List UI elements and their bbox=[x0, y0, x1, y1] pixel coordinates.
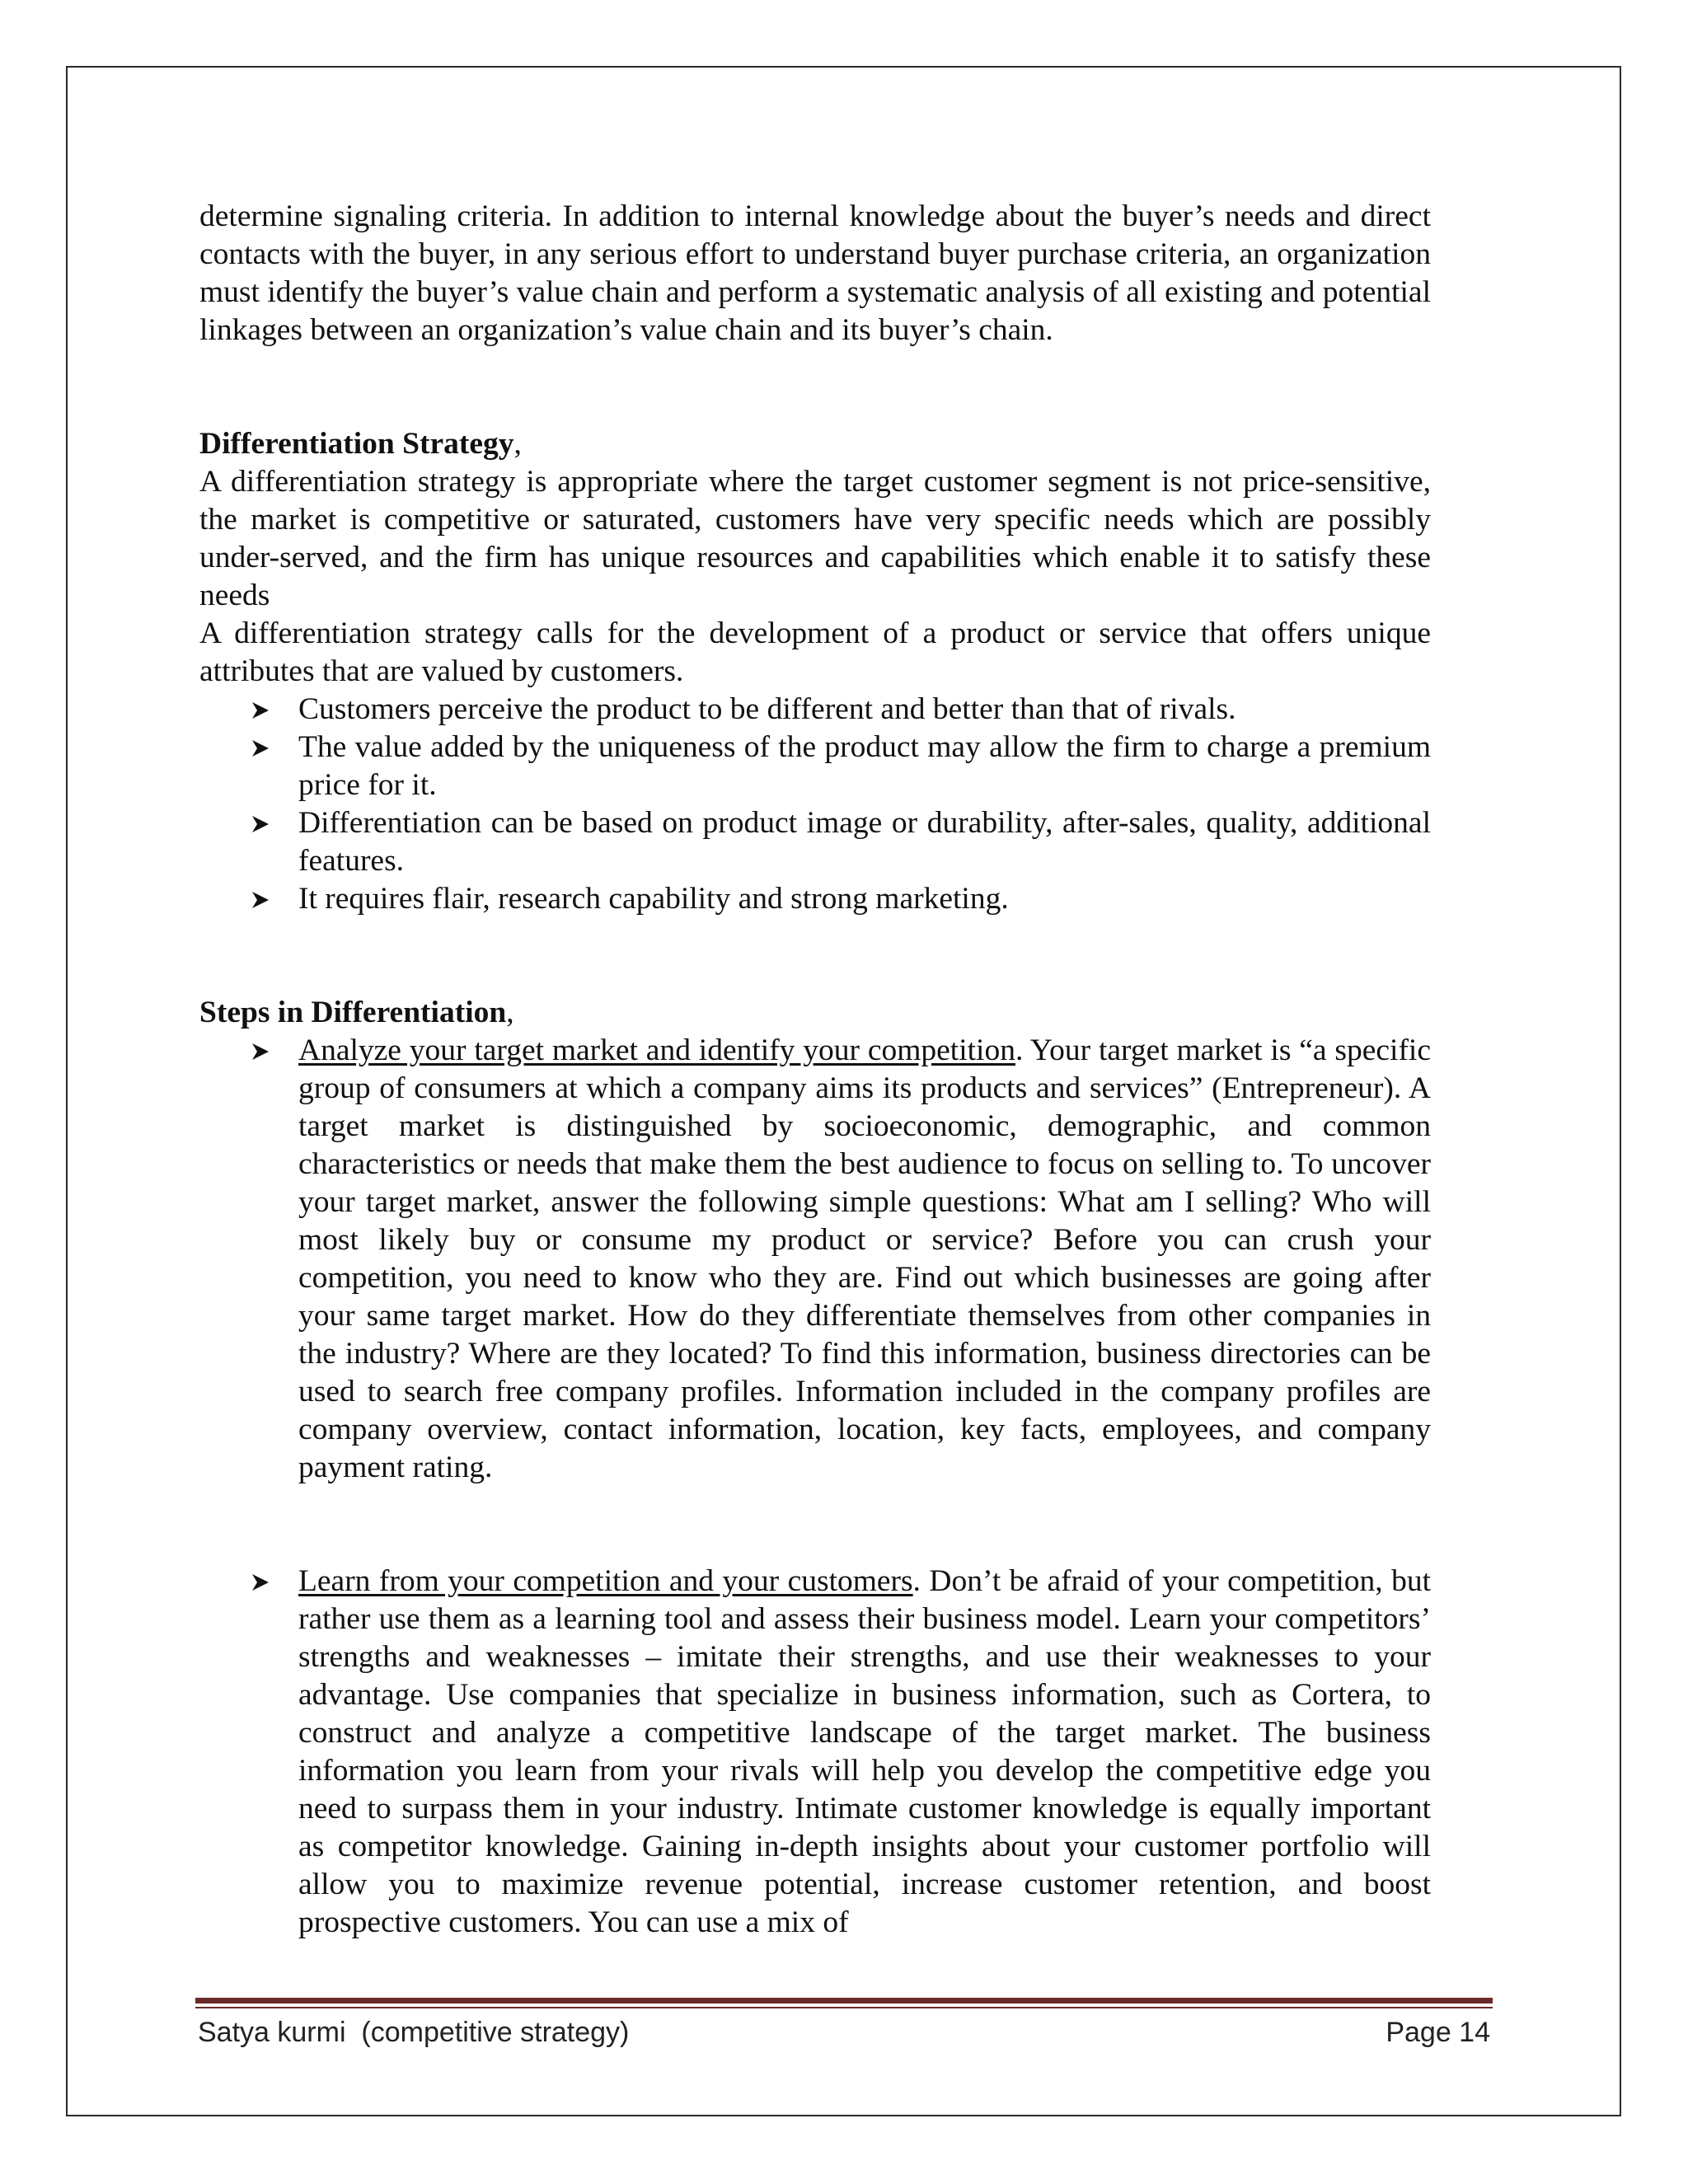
list-item bbox=[199, 729, 1431, 804]
step-title: Analyze your target market and identify your competition bbox=[298, 1033, 1015, 1067]
arrow-bullet-icon bbox=[251, 880, 275, 918]
page-content bbox=[199, 198, 1431, 1942]
spacer bbox=[199, 349, 1431, 425]
steps-heading-text: Steps in Differentiation bbox=[199, 996, 507, 1029]
list-item bbox=[199, 880, 1431, 918]
differentiation-bullet-list bbox=[199, 691, 1431, 918]
spacer bbox=[199, 1487, 1431, 1563]
footer-author: Satya kurmi (competitive strategy) bbox=[198, 2017, 630, 2048]
step-body: . Your target market is “a specific group of consumers at which a company aims its products and services” (Entrepreneur). A target market is distinguished by socioeconomic, demographic, and common characteristics or needs that make them the best audience to focus on selling to. To uncover your target market, answer the following simple questions: What am I selling? Who will most likely buy or consume my product or service? Before you can crush your competition, you need to know who they are. Find out which businesses are going after your same target market. How do they differentiate themselves from other companies in the industry? Where are they located? To find this information, business directories can be used to search free company profiles. Information included in the company profiles are company overview, contact information, location, key facts, employees, and company payment rating. bbox=[298, 1033, 1431, 1484]
differentiation-paragraph-2: A differentiation strategy calls for the development of a product or service that offers unique attributes that are valued by customers. bbox=[199, 616, 1431, 688]
step-item bbox=[199, 1563, 1431, 1942]
footer-page-number: Page 14 bbox=[1386, 2017, 1490, 2048]
list-item bbox=[199, 691, 1431, 729]
intro-paragraph: determine signaling criteria. In addition to internal knowledge about the buyer’s needs and direct contacts with the buyer, in any serious effort to understand buyer purchase criteria, an organization must identify the buyer’s value chain and perform a systematic analysis of all existing and potential linkages between an organization’s value chain and its buyer’s chain. bbox=[199, 199, 1431, 347]
arrow-bullet-icon bbox=[251, 1563, 275, 1601]
arrow-bullet-icon bbox=[251, 691, 275, 729]
bullet-text: Differentiation can be based on product image or durability, after-sales, quality, additional features. bbox=[298, 806, 1431, 878]
step-item bbox=[199, 1032, 1431, 1487]
differentiation-heading-text: Differentiation Strategy bbox=[199, 427, 514, 461]
bullet-text: It requires flair, research capability and strong marketing. bbox=[298, 882, 1009, 916]
step-body: . Don’t be afraid of your competition, but rather use them as a learning tool and assess their business model. Learn your competitors’ strengths and weaknesses – imitate their strengths, and use their weaknesses to your advantage. Use companies that specialize in business information, such as Cortera, to construct and analyze a competitive landscape of the target market. The business information you learn from your rivals will help you develop the competitive edge you need to surpass them in your industry. Intimate customer knowledge is equally important as competitor knowledge. Gaining in-depth insights about your customer portfolio will allow you to maximize revenue potential, increase customer retention, and boost prospective customers. You can use a mix of bbox=[298, 1564, 1431, 1939]
arrow-bullet-icon bbox=[251, 804, 275, 842]
bullet-text: Customers perceive the product to be different and better than that of rivals. bbox=[298, 692, 1236, 726]
differentiation-paragraph-1: A differentiation strategy is appropriate where the target customer segment is not price-sensitive, the market is competitive or saturated, customers have very specific needs which are possibly under-served, and the firm has unique resources and capabilities which enable it to satisfy these needs bbox=[199, 465, 1431, 612]
arrow-bullet-icon bbox=[251, 729, 275, 766]
steps-list bbox=[199, 1032, 1431, 1487]
bullet-text: The value added by the uniqueness of the product may allow the firm to charge a premium price for it. bbox=[298, 730, 1431, 802]
steps-heading bbox=[199, 994, 1431, 1032]
steps-heading-suffix: , bbox=[506, 996, 514, 1029]
list-item bbox=[199, 804, 1431, 880]
footer-rule-thin bbox=[195, 2007, 1493, 2008]
spacer bbox=[199, 918, 1431, 994]
step-title: Learn from your competition and your customers bbox=[298, 1564, 913, 1598]
footer-rule bbox=[195, 1998, 1493, 2004]
arrow-bullet-icon bbox=[251, 1032, 275, 1070]
differentiation-heading bbox=[199, 425, 1431, 463]
differentiation-heading-suffix: , bbox=[513, 427, 522, 461]
steps-list-continued bbox=[199, 1563, 1431, 1942]
